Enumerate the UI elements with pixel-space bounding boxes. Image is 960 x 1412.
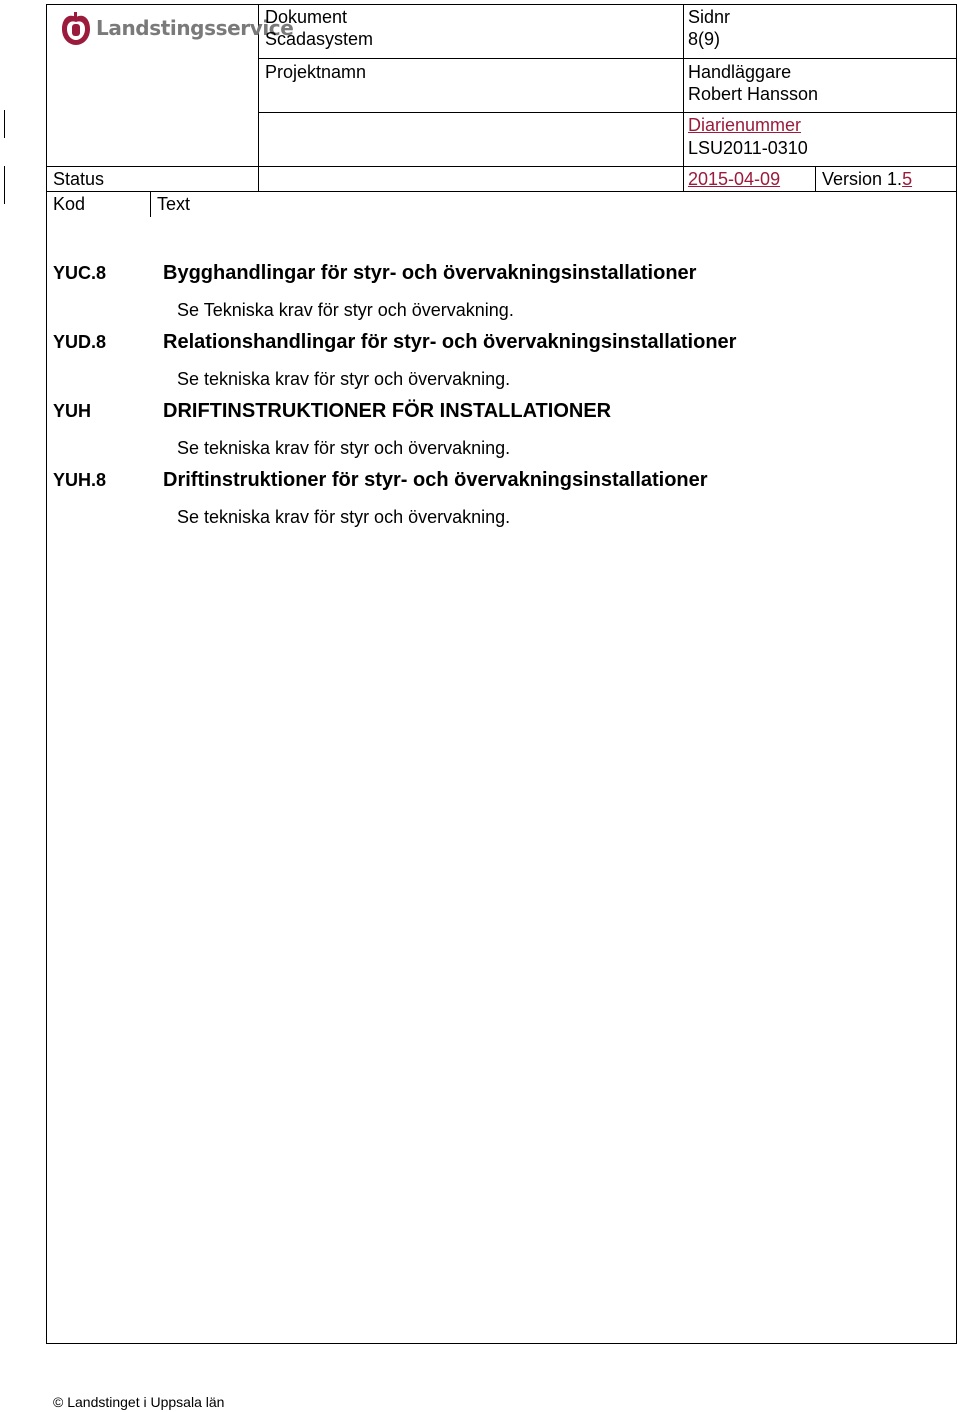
item-title: Bygghandlingar för styr- och övervakningsinstallationer bbox=[163, 262, 697, 284]
diarienummer-value: LSU2011-0310 bbox=[688, 138, 808, 158]
item-code: YUH.8 bbox=[53, 470, 107, 490]
footer bbox=[53, 1394, 224, 1410]
projektnamn-label: Projektnamn bbox=[265, 62, 367, 82]
header-divider bbox=[258, 112, 957, 113]
logo-mark-icon bbox=[60, 11, 92, 47]
footer-text: Landstinget i Uppsala län bbox=[67, 1394, 225, 1410]
item-title: Driftinstruktioner för styr- och övervakningsinstallationer bbox=[163, 469, 708, 491]
item-code: YUD.8 bbox=[53, 332, 107, 352]
header-divider bbox=[150, 191, 151, 217]
item-code: YUC.8 bbox=[53, 263, 107, 283]
item-title: Relationshandlingar för styr- och övervakningsinstallationer bbox=[163, 331, 737, 353]
version-suffix: 5 bbox=[902, 169, 913, 189]
sidnr-label: Sidnr bbox=[688, 7, 731, 27]
status-label: Status bbox=[53, 169, 105, 189]
header-divider bbox=[815, 166, 816, 191]
header-divider bbox=[258, 58, 957, 59]
dokument-value: Scadasystem bbox=[265, 29, 374, 49]
item-code: YUH bbox=[53, 401, 92, 421]
header-divider bbox=[683, 4, 684, 191]
logo-text: Landstingsservice bbox=[96, 16, 294, 40]
change-bar bbox=[4, 166, 5, 204]
version-prefix: Version 1. bbox=[822, 169, 903, 189]
sidnr-value: 8(9) bbox=[688, 29, 721, 49]
header-divider bbox=[46, 191, 957, 192]
item-desc: Se Tekniska krav för styr och övervakning. bbox=[177, 300, 514, 320]
diarienummer-label: Diarienummer bbox=[688, 115, 802, 135]
version-value bbox=[822, 168, 912, 190]
dokument-label: Dokument bbox=[265, 7, 348, 27]
item-desc: Se tekniska krav för styr och övervakning. bbox=[177, 507, 511, 527]
text-label: Text bbox=[157, 194, 191, 214]
change-bar bbox=[4, 110, 5, 138]
kod-label: Kod bbox=[53, 194, 86, 214]
item-title: DRIFTINSTRUKTIONER FÖR INSTALLATIONER bbox=[163, 400, 612, 422]
date-value: 2015-04-09 bbox=[688, 169, 781, 189]
item-desc: Se tekniska krav för styr och övervakning. bbox=[177, 369, 511, 389]
item-desc: Se tekniska krav för styr och övervakning. bbox=[177, 438, 511, 458]
handlaggare-value: Robert Hansson bbox=[688, 84, 819, 104]
handlaggare-label: Handläggare bbox=[688, 62, 792, 82]
copyright-icon: © bbox=[53, 1394, 64, 1410]
header-divider bbox=[46, 166, 957, 167]
